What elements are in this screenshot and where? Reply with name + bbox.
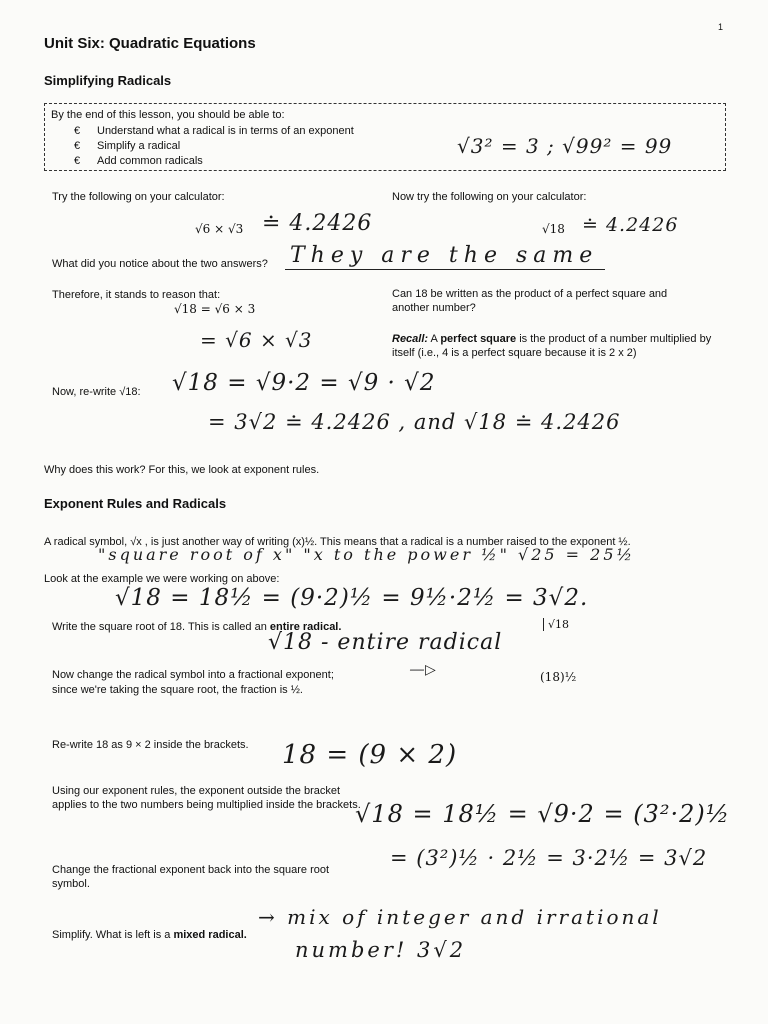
arrow-icon: ―▷ <box>410 662 437 678</box>
change-back-text: Change the fractional exponent back into the square root symbol. <box>52 864 330 890</box>
rewrite-9x2-instruction: Re-write 18 as 9 × 2 inside the brackets. <box>52 739 249 751</box>
handwritten-sqrt-product: = √6 × √3 <box>200 328 313 352</box>
expression-left: √6 × √3 <box>195 222 244 236</box>
objective-item: Understand what a radical is in terms of an exponent <box>97 125 354 137</box>
handwritten-using-rules: √18 = 18½ = √9·2 = (3²·2)½ <box>355 800 730 828</box>
try-right-instruction: Now try the following on your calculator: <box>392 191 587 203</box>
using-rules-text: Using our exponent rules, the exponent outside the bracket applies to the two numbers being multiplied inside the brackets. <box>52 785 361 811</box>
handwritten-change-back: = (3²)½ · 2½ = 3·2½ = 3√2 <box>390 846 708 870</box>
radical-symbol-definition: A radical symbol, √x , is just another way of writing (x)½. This means that a radical is a number raised to the exponent ½. <box>44 536 631 548</box>
handwritten-simplify-line2: number! 3√2 <box>295 938 467 962</box>
look-at-example: Look at the example we were working on above: <box>44 573 280 585</box>
handwritten-radical-note: "square root of x" "x to the power ½" √25 = 25½ <box>98 545 636 564</box>
handwritten-9x2: 18 = (9 × 2) <box>282 740 458 770</box>
recall-note: Recall: A perfect square is the product of a number multiplied by itself (i.e., 4 is a perfect square because it is 2 x 2) <box>392 333 712 359</box>
notice-question: What did you notice about the two answers? <box>52 258 268 270</box>
section-heading-simplifying-radicals: Simplifying Radicals <box>44 73 172 88</box>
why-text: Why does this work? For this, we look at exponent rules. <box>44 464 320 476</box>
handwritten-rewrite-line1: √18 = √9·2 = √9 · √2 <box>172 370 436 396</box>
simplify-text: Simplify. What is left is a mixed radical. <box>52 929 247 941</box>
bullet-icon: € <box>74 125 81 137</box>
expression-right: √18 <box>542 222 565 236</box>
objective-item: Add common radicals <box>97 155 203 167</box>
objectives-intro: By the end of this lesson, you should be able to: <box>51 109 285 121</box>
handwritten-objectives-note: √3² = 3 ; √99² = 99 <box>457 134 673 158</box>
page-number: 1 <box>718 22 724 32</box>
equation-sqrt18: √18 = √6 × 3 <box>174 302 256 316</box>
answer-line <box>285 269 605 270</box>
recall-label: Recall: <box>392 333 429 345</box>
therefore-text: Therefore, it stands to reason that: <box>52 289 221 301</box>
handwritten-simplify-line1: → mix of integer and irrational <box>258 905 662 929</box>
handwritten-right-answer: ≐ 4.2426 <box>582 214 679 236</box>
entire-radical-box: √18 <box>543 618 569 631</box>
handwritten-rewrite-line2: = 3√2 ≐ 4.2426 , and √18 ≐ 4.2426 <box>208 410 621 434</box>
section-heading-exponent-rules: Exponent Rules and Radicals <box>44 496 227 511</box>
handwritten-notice-answer: They are the same <box>290 243 599 268</box>
bullet-icon: € <box>74 140 81 152</box>
page-title: Unit Six: Quadratic Equations <box>44 35 256 52</box>
bullet-icon: € <box>74 155 81 167</box>
rewrite-label: Now, re-write √18: <box>52 386 141 398</box>
can18-question: Can 18 be written as the product of a perfect square and another number? <box>392 288 668 314</box>
try-left-instruction: Try the following on your calculator: <box>52 191 225 203</box>
handwritten-left-answer: ≐ 4.2426 <box>262 211 373 236</box>
handwritten-example: √18 = 18½ = (9·2)½ = 9½·2½ = 3√2. <box>115 585 589 611</box>
fractional-exponent: (18)½ <box>540 670 577 684</box>
write-sqrt-instruction: Write the square root of 18. This is called an entire radical. <box>52 621 342 633</box>
objective-item: Simplify a radical <box>97 140 181 152</box>
objectives-box <box>44 103 726 171</box>
handwritten-entire-radical: √18 - entire radical <box>268 630 503 655</box>
change-fraction-line2: since we're taking the square root, the fraction is ½. <box>52 684 303 696</box>
change-fraction-line1: Now change the radical symbol into a fractional exponent; <box>52 669 334 681</box>
